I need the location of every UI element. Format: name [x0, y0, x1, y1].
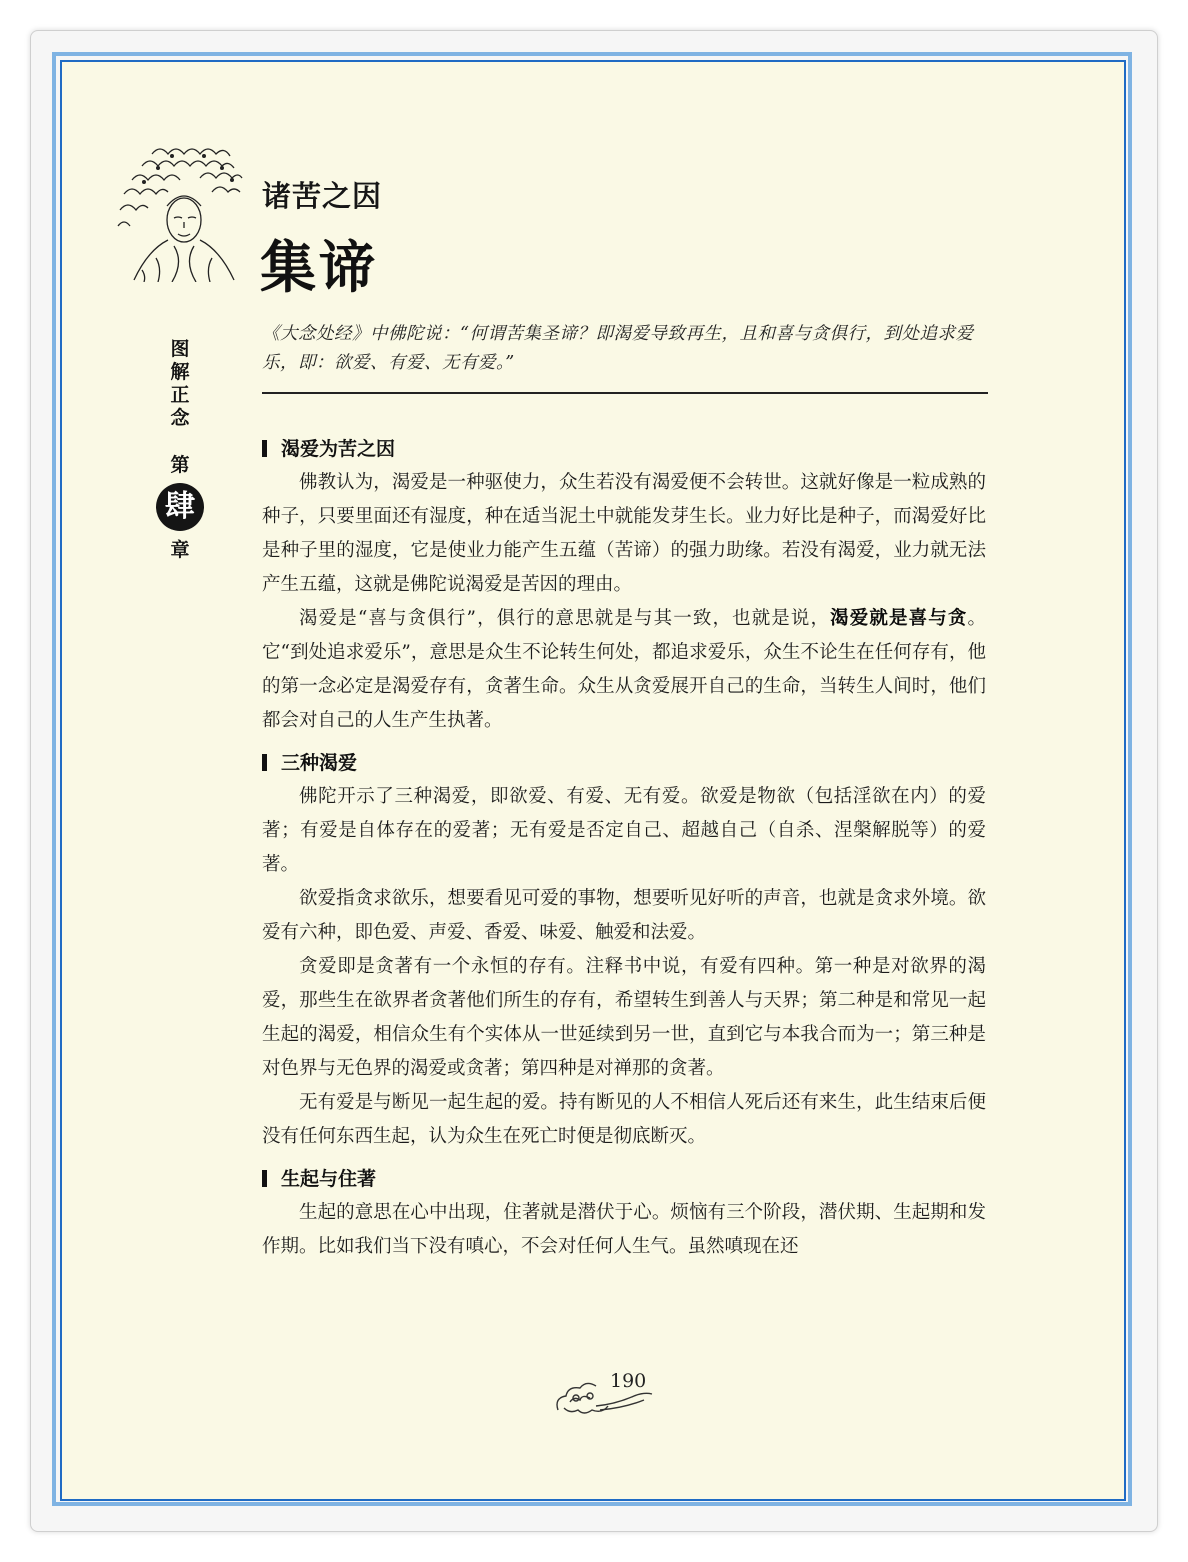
body-text — [262, 432, 986, 1264]
chapter-number-badge: 肆 — [156, 483, 204, 531]
heading-bar-icon — [262, 1170, 267, 1187]
paragraph: 生起的意思在心中出现，住著就是潜伏于心。烦恼有三个阶段，潜伏期、生起期和发作期。比如我们当下没有嗔心，不会对任何人生气。虽然嗔现在还 — [262, 1202, 986, 1257]
section-subtitle: 诸苦之因 — [262, 179, 383, 213]
paragraph: 欲爱指贪求欲乐，想要看见可爱的事物，想要听见好听的声音，也就是贪求外境。欲爱有六种，即色爱、声爱、香爱、味爱、触爱和法爱。 — [262, 888, 986, 943]
heading-bar-icon — [262, 440, 267, 457]
paragraph: 佛教认为，渴爱是一种驱使力，众生若没有渴爱便不会转世。这就好像是一粒成熟的种子，只要里面还有湿度，种在适当泥土中就能发芽生长。业力好比是种子，而渴爱好比是种子里的湿度，它是使业力能产生五蕴（苦谛）的强力助缘。若没有渴爱，业力就无法产生五蕴，这就是佛陀说渴爱是苦因的理由。 — [262, 472, 986, 595]
intro-quote: 《大念处经》中佛陀说：“何谓苦集圣谛？即渴爱导致再生，且和喜与贪俱行，到处追求爱乐，即：欲爱、有爱、无有爱。” — [262, 324, 974, 373]
section-heading: 三种渴爱 — [262, 746, 986, 780]
page-number: 190 — [610, 1370, 647, 1392]
paragraph: 贪爱即是贪著有一个永恒的存有。注释书中说，有爱有四种。第一种是对欲界的渴爱，那些生在欲界者贪著他们所生的存有，希望转生到善人与天界；第二种是和常见一起生起的渴爱，相信众生有个实体从一世延续到另一世，直到它与本我合而为一；第三种是对色界与无色界的渴爱或贪著；第四种是对禅那的贪著。 — [262, 956, 986, 1079]
paragraph: 渴爱是“喜与贪俱行”，俱行的意思就是与其一致，也就是说，渴爱就是喜与贪。它“到处追求爱乐”，意思是众生不论转生何处，都追求爱乐，众生不论生在任何存有，他的第一念必定是渴爱存有，贪著生命。众生从贪爱展开自己的生命，当转生人间时，他们都会对自己的人生产生执著。 — [262, 608, 986, 731]
emphasis: 渴爱就是喜与贪 — [830, 608, 968, 629]
heading-bar-icon — [262, 754, 267, 771]
buddha-illustration-icon — [112, 134, 252, 282]
section-title: 集谛 — [260, 235, 378, 301]
paragraph: 佛陀开示了三种渴爱，即欲爱、有爱、无有爱。欲爱是物欲（包括淫欲在内）的爱著；有爱是自体存在的爱著；无有爱是否定自己、超越自己（自杀、涅槃解脱等）的爱著。 — [262, 786, 986, 875]
paragraph: 无有爱是与断见一起生起的爱。持有断见的人不相信人死后还有来生，此生结束后便没有任何东西生起，认为众生在死亡时便是彻底断灭。 — [262, 1092, 986, 1147]
side-chapter-label — [160, 338, 200, 562]
section-heading: 渴爱为苦之因 — [262, 432, 986, 466]
page-footer — [550, 1366, 660, 1426]
divider-rule — [262, 392, 988, 394]
section-heading: 生起与住著 — [262, 1162, 986, 1196]
book-title-vertical: 图 解 正 念 — [170, 338, 190, 429]
chapter-di: 第 — [170, 454, 190, 476]
chapter-zhang: 章 — [170, 539, 190, 561]
